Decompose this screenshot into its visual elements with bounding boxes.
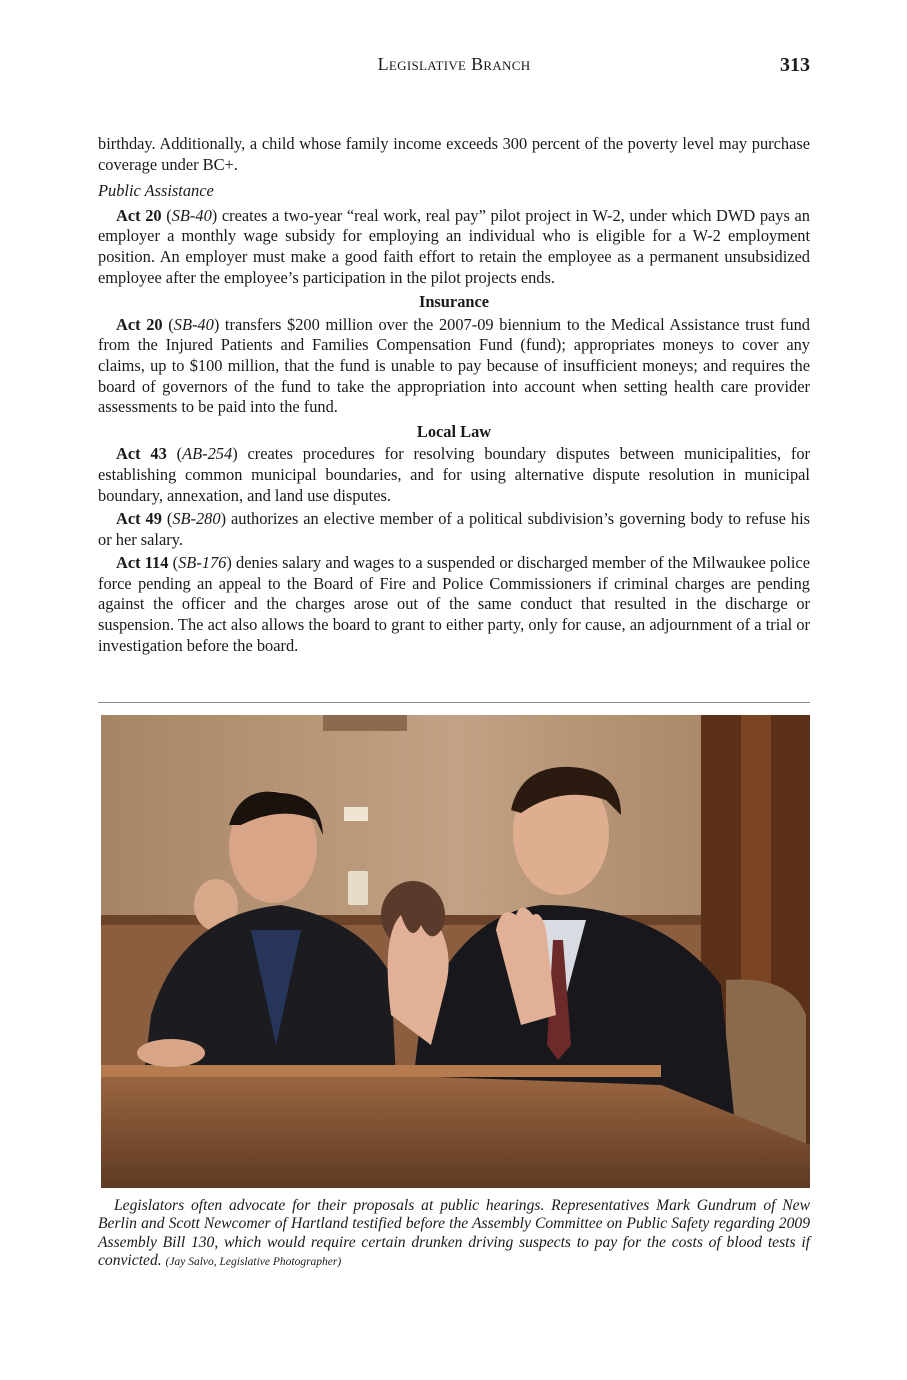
light-switch <box>348 871 368 905</box>
bill-number: SB-40 <box>171 205 212 225</box>
subhead-public-assistance: Public Assistance <box>98 181 214 201</box>
paragraph-act-20-insurance: Act 20 (SB-40) transfers $200 million over the 2007-09 biennium to the Medical Assistance trust fund from the Injured Patients and Families Compensation Fund (fund); appropriates moneys to cover any claims, up to $100 million, that the fund is unable to pay because of insufficient moneys; and requires the board of governors of the fund to take the appropriation into account when setting health care provider assessments to be paid into the fund. <box>98 314 810 417</box>
photo-caption <box>98 1197 810 1271</box>
paragraph-act-20-public-assistance: Act 20 (SB-40) creates a two-year “real work, real pay” pilot project in W-2, under which DWD pays an employer a monthly wage subsidy for employing an individual who is eligible for a W-2 employment position. An employer must make a good faith effort to retain the employee as a permanent unsubsidized employee after the employee’s participation in the pilot projects ends. <box>98 205 810 287</box>
heading-insurance: Insurance <box>418 292 490 312</box>
bill-number: SB-40 <box>173 314 214 334</box>
caption-text: Legislators often advocate for their proposals at public hearings. Representatives Mark Gundrum of New Berlin and Scott Newcomer of Hartland testified before the Assembly Committee on Public Safety regarding 2009 Assembly Bill 130, which would require certain drunken driving suspects to pay for the costs of blood tests if convicted. <box>98 1197 810 1269</box>
paragraph-act-49: Act 49 (SB-280) authorizes an elective member of a political subdivision’s governing body to refuse his or her salary. <box>98 509 811 549</box>
paragraph-act-43: Act 43 (AB-254) creates procedures for resolving boundary disputes between municipalities, for establishing common municipal boundaries, and for using alternative dispute resolution in municipal boundary, annexation, and land use disputes. <box>98 444 810 505</box>
clasped-hands <box>137 1039 205 1067</box>
page-header <box>98 54 810 82</box>
running-head: Legislative Branch <box>377 54 531 74</box>
wall-sconce <box>344 807 368 821</box>
photo-credit: (Jay Salvo, Legislative Photographer) <box>165 1255 342 1268</box>
act-label: Act 20 <box>116 314 163 334</box>
act-label: Act 20 <box>116 205 162 225</box>
bill-number: SB-176 <box>178 553 227 573</box>
body-text <box>98 134 810 656</box>
bill-number: AB-254 <box>182 444 233 464</box>
hearing-photo-illustration <box>101 715 810 1188</box>
heading-local-law: Local Law <box>416 421 492 441</box>
wall-frame <box>323 715 407 731</box>
page-number: 313 <box>780 54 810 76</box>
photo-divider-rule <box>98 702 810 703</box>
paragraph-bc-plus: birthday. Additionally, a child whose family income exceeds 300 percent of the poverty level may purchase coverage under BC+. <box>98 134 810 174</box>
bill-number: SB-280 <box>172 509 221 529</box>
act-label: Act 49 <box>116 509 162 529</box>
paragraph-act-114: Act 114 (SB-176) denies salary and wages to a suspended or discharged member of the Milwaukee police force pending an appeal to the Board of Fire and Police Commissioners if criminal charges are pending against the officer and the charges arose out of the same conduct that resulted in the discharge or suspension. The act also allows the board to grant to either party, only for cause, an adjournment of a trial or investigation before the board. <box>98 553 810 655</box>
hearing-photo <box>101 715 810 1188</box>
act-label: Act 114 <box>116 553 169 573</box>
act-label: Act 43 <box>116 444 167 464</box>
